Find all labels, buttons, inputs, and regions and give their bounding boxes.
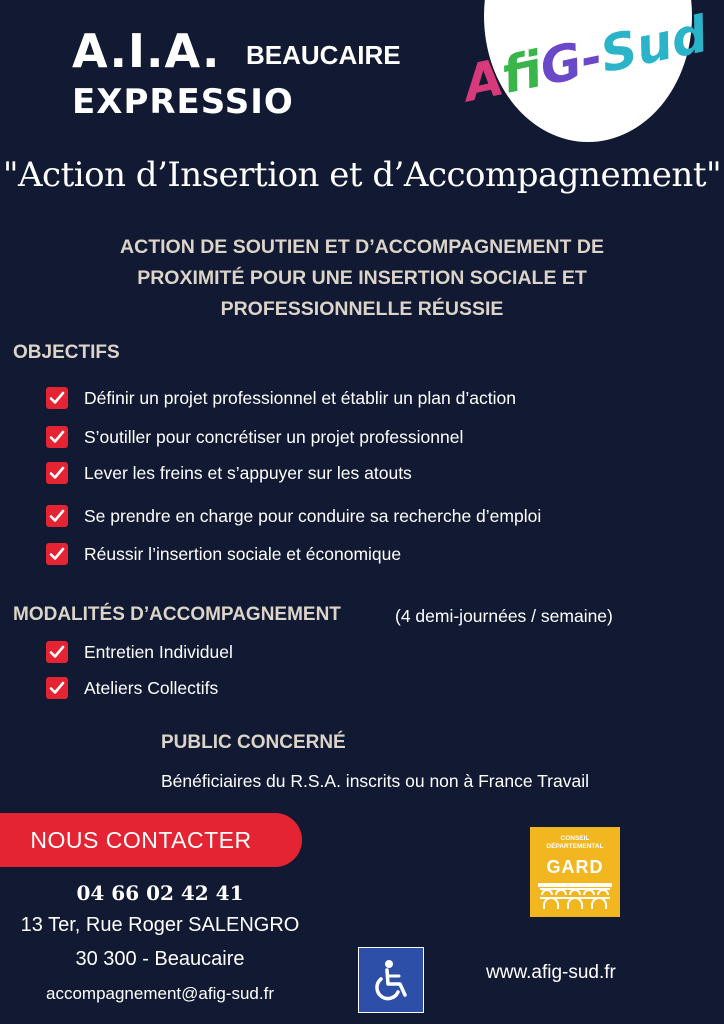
modalites-note: (4 demi-journées / semaine) [395,606,613,626]
website-link[interactable]: www.afig-sud.fr [486,962,616,983]
email-link[interactable]: accompagnement@afig-sud.fr [46,984,274,1003]
address-line-1: 13 Ter, Rue Roger SALENGRO [20,914,300,936]
modalite-item: Ateliers Collectifs [46,675,218,701]
checkbox-checked-icon [46,387,68,409]
address-line-2: 30 300 - Beaucaire [75,948,245,970]
modalites-heading: MODALITÉS D’ACCOMPAGNEMENT [13,604,341,625]
checkbox-checked-icon [46,641,68,663]
checkbox-checked-icon [46,543,68,565]
checkbox-checked-icon [46,462,68,484]
city-label: BEAUCAIRE [246,40,401,70]
checkbox-checked-icon [46,677,68,699]
accessibility-icon [358,947,424,1013]
checkbox-checked-icon [46,426,68,448]
objectif-item: Réussir l’insertion sociale et économique [46,541,401,567]
page-title: "Action d’Insertion et d’Accompagnement" [2,155,722,195]
phone-number[interactable]: 04 66 02 42 41 [76,881,244,905]
pont-du-gard-icon [538,883,612,911]
public-text: Bénéficiaires du R.S.A. inscrits ou non à France Travail [161,771,589,791]
objectif-item: Définir un projet professionnel et établir un plan d’action [46,385,516,411]
modalite-item: Entretien Individuel [46,639,233,665]
objectifs-heading: OBJECTIFS [13,342,120,363]
checkbox-checked-icon [46,505,68,527]
brand-subtitle: EXPRESSIO [72,82,294,122]
brand-title: A.I.A. [72,24,221,78]
objectif-item: Se prendre en charge pour conduire sa recherche d’emploi [46,503,541,529]
public-heading: PUBLIC CONCERNÉ [161,732,346,753]
contact-button[interactable]: NOUS CONTACTER [0,813,302,867]
gard-logo: CONSEIL DÉPARTEMENTAL GARD [530,827,620,917]
afig-sud-logo: AfiG-Sud [458,4,713,114]
objectif-item: Lever les freins et s’appuyer sur les atouts [46,460,412,486]
subtitle: ACTION DE SOUTIEN ET D’ACCOMPAGNEMENT DE PROXIMITÉ POUR UNE INSERTION SOCIALE ET PROFESSIONNELLE RÉUSSIE [120,236,604,320]
objectif-item: S’outiller pour concrétiser un projet professionnel [46,424,463,450]
